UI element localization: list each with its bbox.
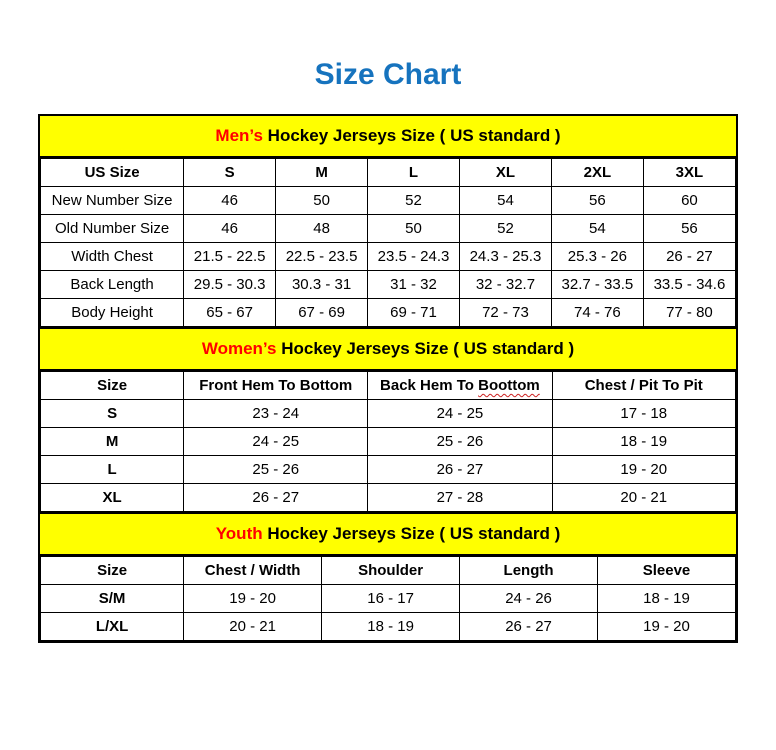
size-value: 19 - 20	[184, 585, 322, 613]
size-value: 25.3 - 26	[551, 243, 643, 271]
size-value: 27 - 28	[368, 484, 552, 512]
misspelled-word: Boottom	[478, 377, 540, 394]
table-row	[41, 613, 736, 641]
column-header: Size	[41, 557, 184, 585]
row-label: Width Chest	[41, 243, 184, 271]
size-value: 72 - 73	[459, 299, 551, 327]
size-value: 69 - 71	[368, 299, 460, 327]
row-label: S	[41, 400, 184, 428]
column-header: S	[184, 159, 276, 187]
size-value: 24 - 25	[184, 428, 368, 456]
row-label: New Number Size	[41, 187, 184, 215]
heading-highlight-youth: Youth	[215, 524, 263, 543]
column-header: Chest / Width	[184, 557, 322, 585]
table-header-row	[41, 557, 736, 585]
column-header	[368, 372, 552, 400]
size-value: 30.3 - 31	[276, 271, 368, 299]
table-header-row	[41, 159, 736, 187]
size-value: 50	[276, 187, 368, 215]
size-value: 22.5 - 23.5	[276, 243, 368, 271]
size-value: 26 - 27	[184, 484, 368, 512]
column-header: Length	[460, 557, 598, 585]
column-header: 3XL	[643, 159, 735, 187]
size-value: 32.7 - 33.5	[551, 271, 643, 299]
size-value: 18 - 19	[552, 428, 736, 456]
row-label: L/XL	[41, 613, 184, 641]
column-header: Size	[41, 372, 184, 400]
column-header: L	[368, 159, 460, 187]
size-value: 24 - 25	[368, 400, 552, 428]
size-value: 17 - 18	[552, 400, 736, 428]
row-label: Old Number Size	[41, 215, 184, 243]
mens-size-table	[40, 158, 736, 327]
table-row	[41, 243, 736, 271]
size-value: 25 - 26	[184, 456, 368, 484]
size-value: 50	[368, 215, 460, 243]
size-value: 33.5 - 34.6	[643, 271, 735, 299]
table-row	[41, 484, 736, 512]
size-value: 16 - 17	[322, 585, 460, 613]
table-row	[41, 428, 736, 456]
size-value: 18 - 19	[598, 585, 736, 613]
table-row	[41, 271, 736, 299]
page	[0, 58, 776, 643]
column-header: US Size	[41, 159, 184, 187]
column-header: Front Hem To Bottom	[184, 372, 368, 400]
heading-highlight-womens: Women’s	[201, 339, 277, 358]
size-value: 67 - 69	[276, 299, 368, 327]
row-label: Body Height	[41, 299, 184, 327]
size-value: 24 - 26	[460, 585, 598, 613]
size-value: 18 - 19	[322, 613, 460, 641]
size-value: 19 - 20	[598, 613, 736, 641]
column-header: Shoulder	[322, 557, 460, 585]
page-title: Size Chart	[314, 58, 462, 91]
heading-highlight-mens: Men’s	[215, 126, 263, 145]
row-label: M	[41, 428, 184, 456]
size-value: 77 - 80	[643, 299, 735, 327]
table-row	[41, 585, 736, 613]
table-row	[41, 456, 736, 484]
section-heading-womens	[40, 327, 736, 371]
size-value: 31 - 32	[368, 271, 460, 299]
size-value: 26 - 27	[368, 456, 552, 484]
size-value: 29.5 - 30.3	[184, 271, 276, 299]
size-value: 52	[459, 215, 551, 243]
column-header: 2XL	[551, 159, 643, 187]
heading-rest-mens: Hockey Jerseys Size ( US standard )	[262, 126, 561, 145]
size-value: 19 - 20	[552, 456, 736, 484]
size-value: 46	[184, 215, 276, 243]
size-value: 20 - 21	[184, 613, 322, 641]
column-header: Chest / Pit To Pit	[552, 372, 736, 400]
size-value: 25 - 26	[368, 428, 552, 456]
table-row	[41, 299, 736, 327]
size-value: 56	[643, 215, 735, 243]
heading-rest-womens: Hockey Jerseys Size ( US standard )	[276, 339, 575, 358]
youth-size-table	[40, 556, 736, 641]
row-label: L	[41, 456, 184, 484]
size-value: 21.5 - 22.5	[184, 243, 276, 271]
size-value: 23 - 24	[184, 400, 368, 428]
size-value: 74 - 76	[551, 299, 643, 327]
size-value: 60	[643, 187, 735, 215]
size-value: 26 - 27	[643, 243, 735, 271]
table-row	[41, 187, 736, 215]
heading-rest-youth: Hockey Jerseys Size ( US standard )	[262, 524, 561, 543]
row-label: XL	[41, 484, 184, 512]
table-row	[41, 215, 736, 243]
size-value: 54	[551, 215, 643, 243]
size-value: 56	[551, 187, 643, 215]
table-row	[41, 400, 736, 428]
size-value: 48	[276, 215, 368, 243]
size-value: 32 - 32.7	[459, 271, 551, 299]
size-value: 52	[368, 187, 460, 215]
column-header: M	[276, 159, 368, 187]
section-heading-youth	[40, 512, 736, 556]
section-heading-mens	[40, 116, 736, 158]
column-header: XL	[459, 159, 551, 187]
size-value: 24.3 - 25.3	[459, 243, 551, 271]
row-label: Back Length	[41, 271, 184, 299]
column-header-text: Back Hem To	[380, 377, 479, 394]
size-value: 46	[184, 187, 276, 215]
row-label: S/M	[41, 585, 184, 613]
size-value: 54	[459, 187, 551, 215]
size-value: 23.5 - 24.3	[368, 243, 460, 271]
size-value: 65 - 67	[184, 299, 276, 327]
size-value: 20 - 21	[552, 484, 736, 512]
size-value: 26 - 27	[460, 613, 598, 641]
womens-size-table	[40, 371, 736, 512]
size-chart	[38, 114, 738, 643]
column-header: Sleeve	[598, 557, 736, 585]
table-header-row	[41, 372, 736, 400]
